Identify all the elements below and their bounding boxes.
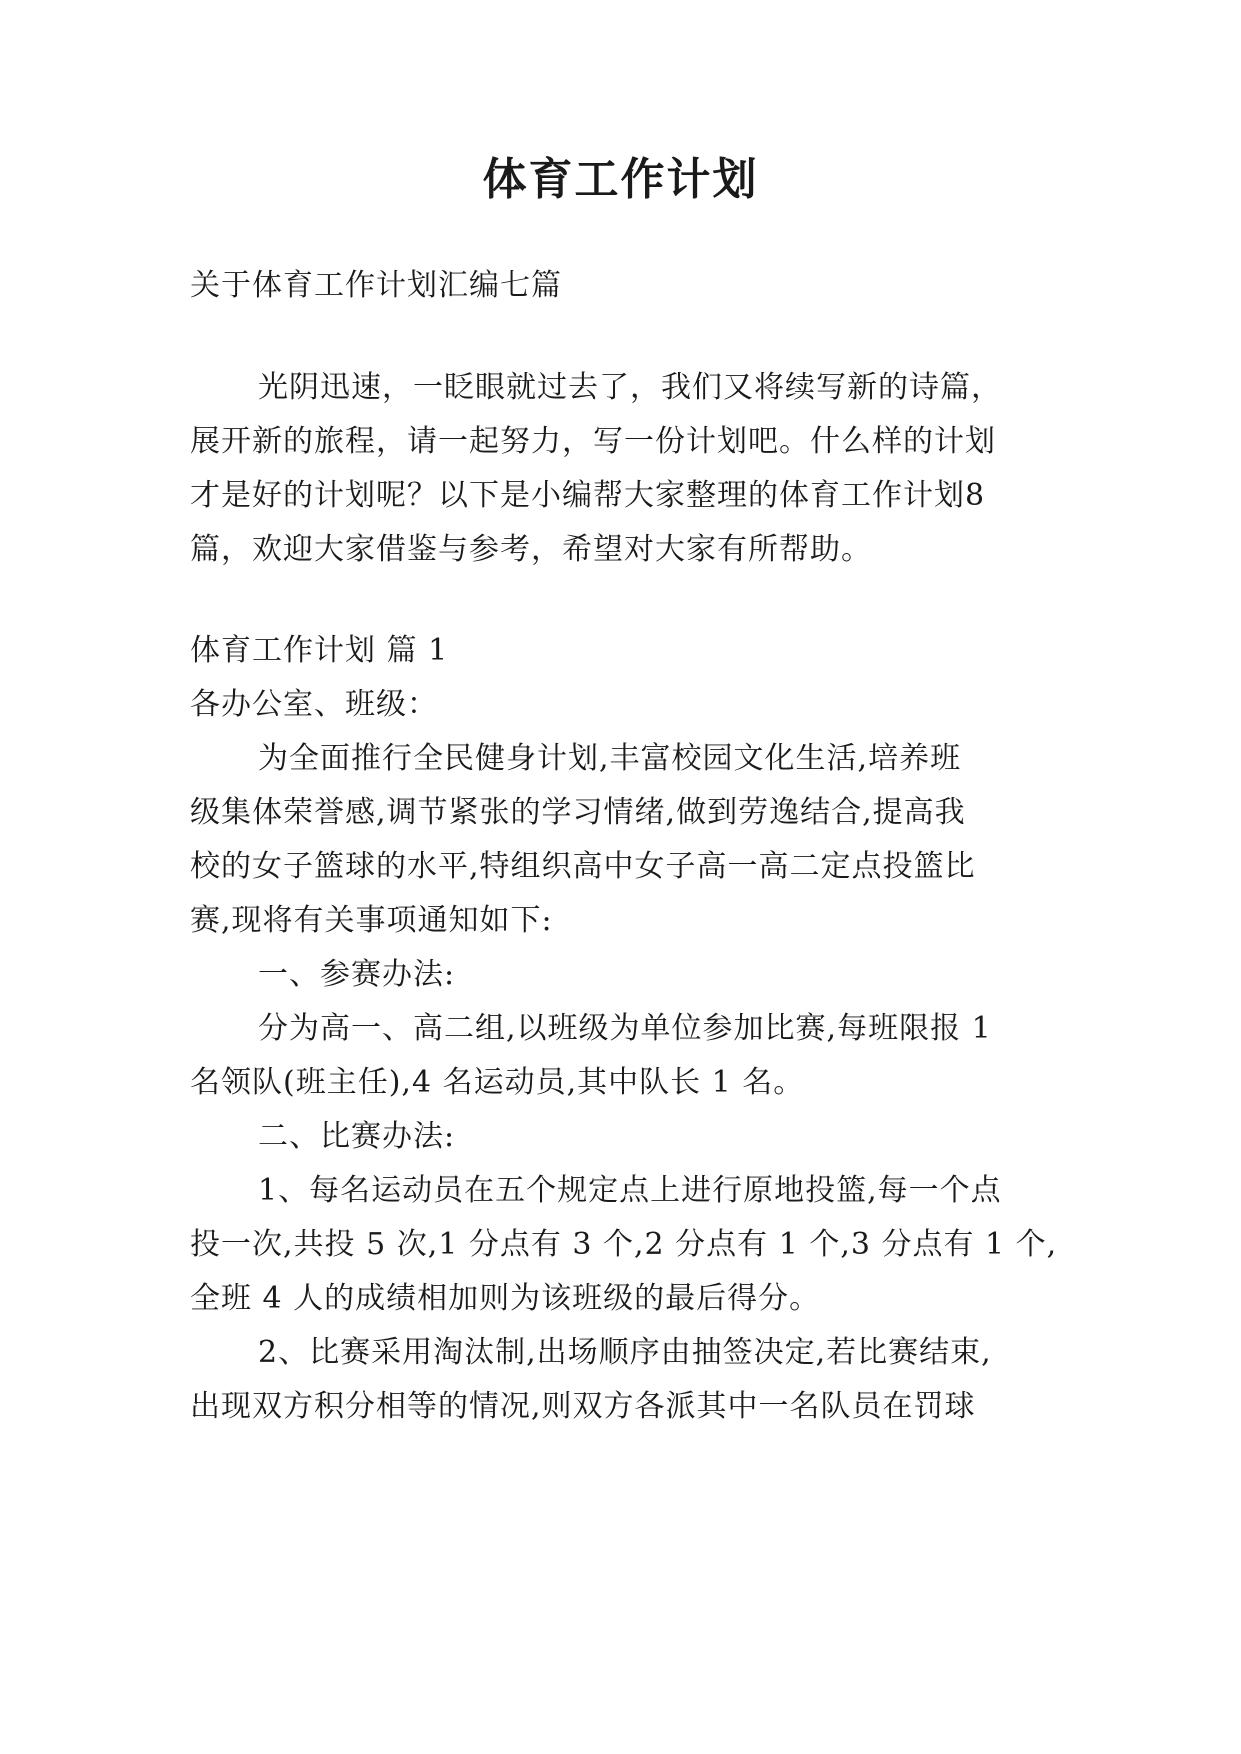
body-line: 级集体荣誉感,调节紧张的学习情绪,做到劳逸结合,提高我: [190, 795, 966, 830]
intro-line: 展开新的旅程，请一起努力，写一份计划吧。什么样的计划: [190, 424, 996, 459]
body-line: 全班 4 人的成绩相加则为该班级的最后得分。: [190, 1281, 821, 1316]
section-heading: 体育工作计划 篇 1: [190, 633, 449, 668]
body-line: 为全面推行全民健身计划,丰富校园文化生活,培养班: [258, 741, 962, 776]
document-subtitle: 关于体育工作计划汇编七篇: [190, 268, 562, 303]
body-heading: 一、参赛办法:: [258, 957, 456, 992]
intro-line: 才是好的计划呢？以下是小编帮大家整理的体育工作计划8: [190, 478, 986, 513]
salutation: 各办公室、班级：: [190, 687, 438, 722]
body-heading: 二、比赛办法:: [258, 1119, 456, 1154]
document-title: 体育工作计划: [482, 154, 759, 205]
body-line: 出现双方积分相等的情况,则双方各派其中一名队员在罚球: [190, 1389, 976, 1424]
body-line: 校的女子篮球的水平,特组织高中女子高一高二定点投篮比: [190, 849, 976, 884]
intro-line: 光阴迅速，一眨眼就过去了，我们又将续写新的诗篇，: [258, 370, 1002, 405]
intro-line: 篇，欢迎大家借鉴与参考，希望对大家有所帮助。: [190, 532, 872, 567]
body-line: 投一次,共投 5 次,1 分点有 3 个,2 分点有 1 个,3 分点有 1 个,: [190, 1227, 1058, 1262]
body-line: 分为高一、高二组,以班级为单位参加比赛,每班限报 1: [258, 1011, 992, 1046]
body-line: 1、每名运动员在五个规定点上进行原地投篮,每一个点: [258, 1173, 1002, 1208]
body-line: 赛,现将有关事项通知如下:: [190, 903, 553, 938]
body-line: 名领队(班主任),4 名运动员,其中队长 1 名。: [190, 1065, 805, 1100]
body-line: 2、比赛采用淘汰制,出场顺序由抽签决定,若比赛结束,: [258, 1335, 992, 1370]
